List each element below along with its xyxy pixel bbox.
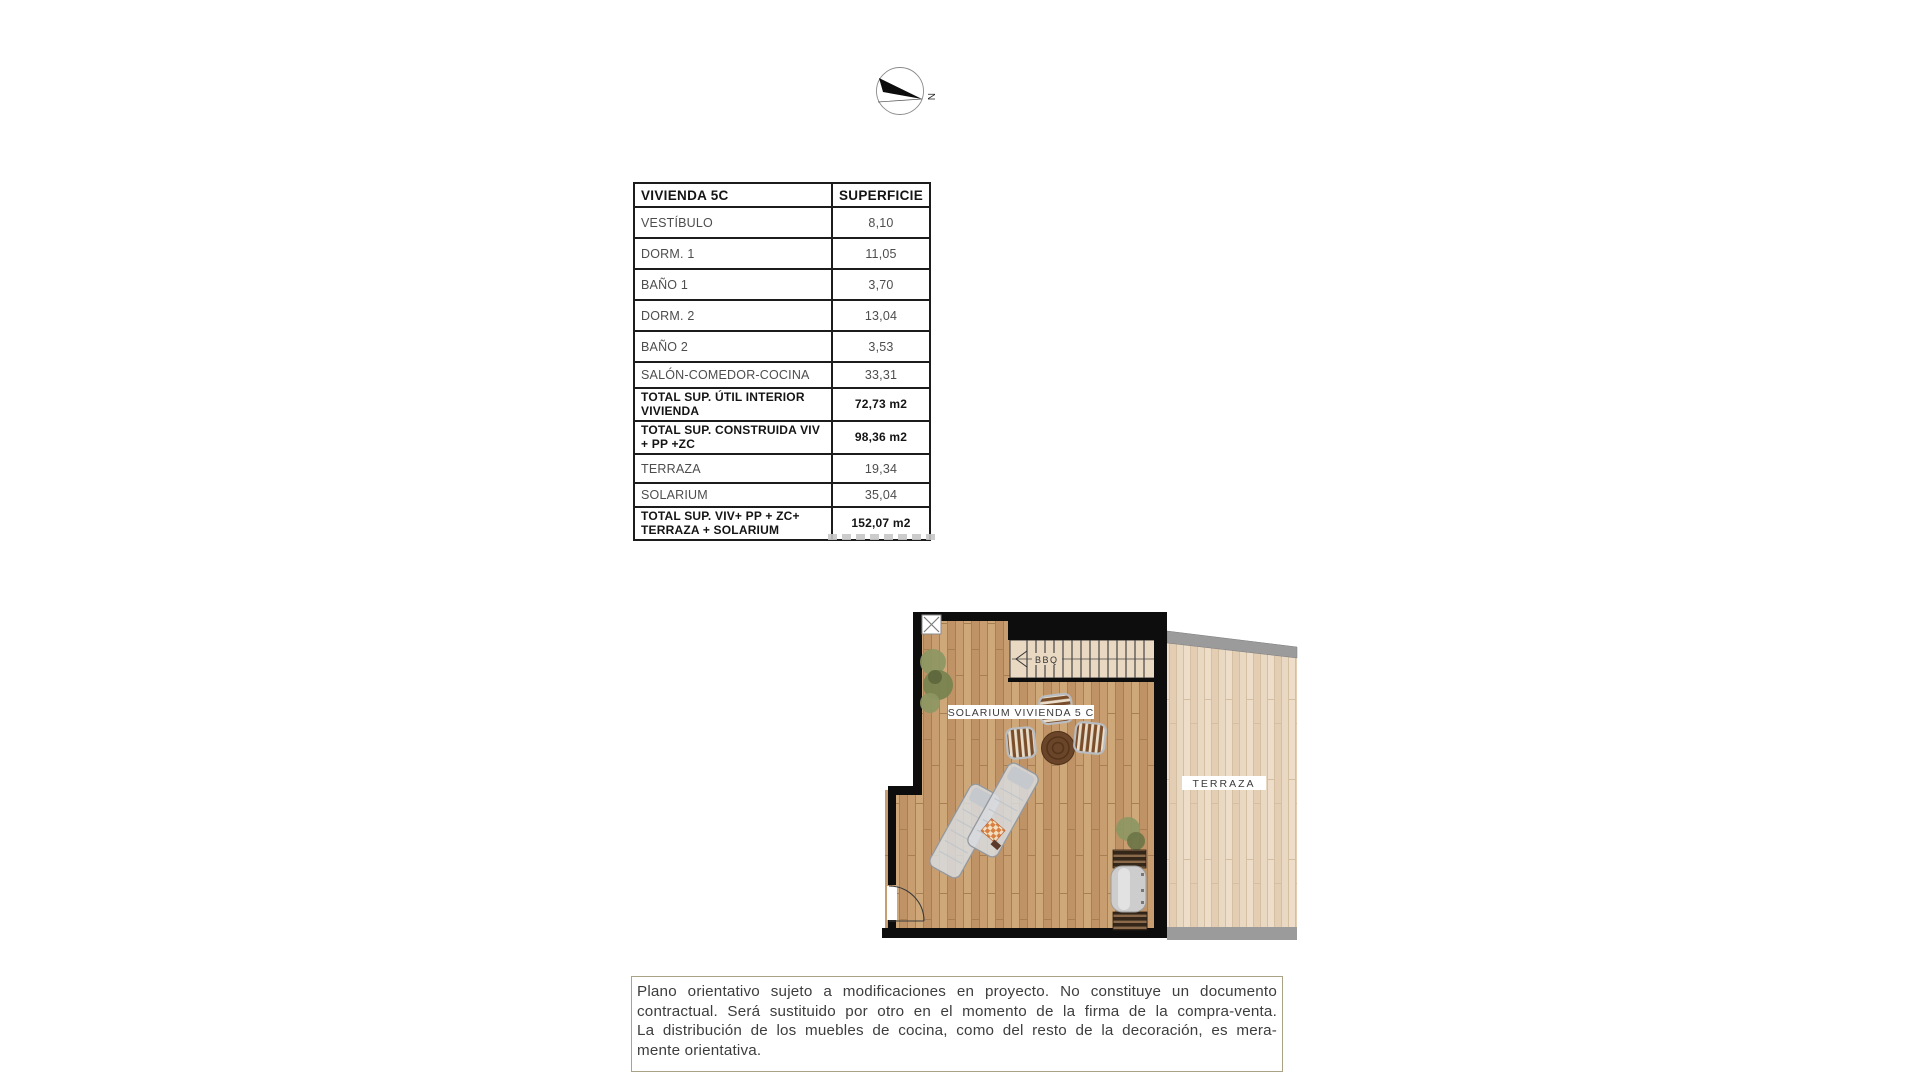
- room-area-value: 98,36 m2: [832, 421, 930, 454]
- skylight-box: [922, 615, 941, 634]
- outdoor-shower: [1111, 866, 1146, 912]
- surface-table-header: [634, 183, 930, 207]
- table-row: [634, 269, 930, 300]
- floor-plan-drawing: [875, 605, 1305, 950]
- compass-north-icon: [868, 58, 943, 124]
- room-label: TOTAL SUP. ÚTIL INTERIOR VIVIENDA: [634, 388, 832, 421]
- room-area-value: 72,73 m2: [832, 388, 930, 421]
- room-area-value: 3,53: [832, 331, 930, 362]
- compass-north-label: N: [925, 93, 936, 101]
- disclaimer-line: Plano orientativo sujeto a modificaciones en proyecto. No constituye un documento: [637, 983, 1277, 1000]
- room-label: VESTÍBULO: [634, 207, 832, 238]
- table-row: [634, 362, 930, 388]
- surface-table: [633, 182, 931, 541]
- room-area-value: 35,04: [832, 483, 930, 507]
- room-label: TOTAL SUP. VIV+ PP + ZC+ TERRAZA + SOLARIUM: [634, 507, 832, 540]
- bbq-label: BBQ: [1035, 655, 1059, 665]
- patio-chair: [1006, 727, 1037, 759]
- disclaimer-box: [631, 976, 1283, 1072]
- table-row: [634, 421, 930, 454]
- watermark-dashes: [828, 534, 936, 540]
- table-row: [634, 454, 930, 483]
- disclaimer-line: contractual. Será sustituido por otro en el momento de la firma de la compra-venta.: [637, 1002, 1277, 1020]
- patio-table: [1042, 732, 1075, 765]
- patio-chair: [1074, 722, 1107, 755]
- room-label: DORM. 1: [634, 238, 832, 269]
- table-title: VIVIENDA 5C: [634, 183, 832, 207]
- wood-planter: [1113, 912, 1147, 930]
- room-label: BAÑO 1: [634, 269, 832, 300]
- room-label: SOLARIUM: [634, 483, 832, 507]
- room-label: DORM. 2: [634, 300, 832, 331]
- wood-planter: [1113, 850, 1146, 868]
- room-area-value: 152,07 m2: [832, 507, 930, 540]
- terraza-bottom-edge: [1167, 927, 1297, 940]
- svg-text:TERRAZA: TERRAZA: [1192, 778, 1256, 790]
- solarium-label: [948, 705, 1094, 719]
- room-area-value: 11,05: [832, 238, 930, 269]
- table-row: [634, 483, 930, 507]
- room-label: SALÓN-COMEDOR-COCINA: [634, 362, 832, 388]
- disclaimer-line: mente orientativa.: [637, 1041, 762, 1059]
- room-area-value: 8,10: [832, 207, 930, 238]
- room-label: TERRAZA: [634, 454, 832, 483]
- room-area-value: 33,31: [832, 362, 930, 388]
- room-area-value: 13,04: [832, 300, 930, 331]
- table-row: [634, 331, 930, 362]
- table-row: [634, 207, 930, 238]
- table-row: [634, 300, 930, 331]
- room-label: TOTAL SUP. CONSTRUIDA VIV + PP +ZC: [634, 421, 832, 454]
- disclaimer-line: La distribución de los muebles de cocina, como del resto de la decoración, es mera-: [637, 1022, 1277, 1039]
- room-area-value: 19,34: [832, 454, 930, 483]
- compass-line: [878, 99, 922, 102]
- table-col-superficie: SUPERFICIE: [832, 183, 930, 207]
- terraza-label: [1182, 776, 1266, 790]
- table-row: [634, 238, 930, 269]
- compass-needle: [879, 78, 922, 99]
- table-row: [634, 388, 930, 421]
- staircase: [1008, 640, 1165, 682]
- room-label: BAÑO 2: [634, 331, 832, 362]
- svg-text:SOLARIUM VIVIENDA 5 C: SOLARIUM VIVIENDA 5 C: [947, 707, 1095, 719]
- room-area-value: 3,70: [832, 269, 930, 300]
